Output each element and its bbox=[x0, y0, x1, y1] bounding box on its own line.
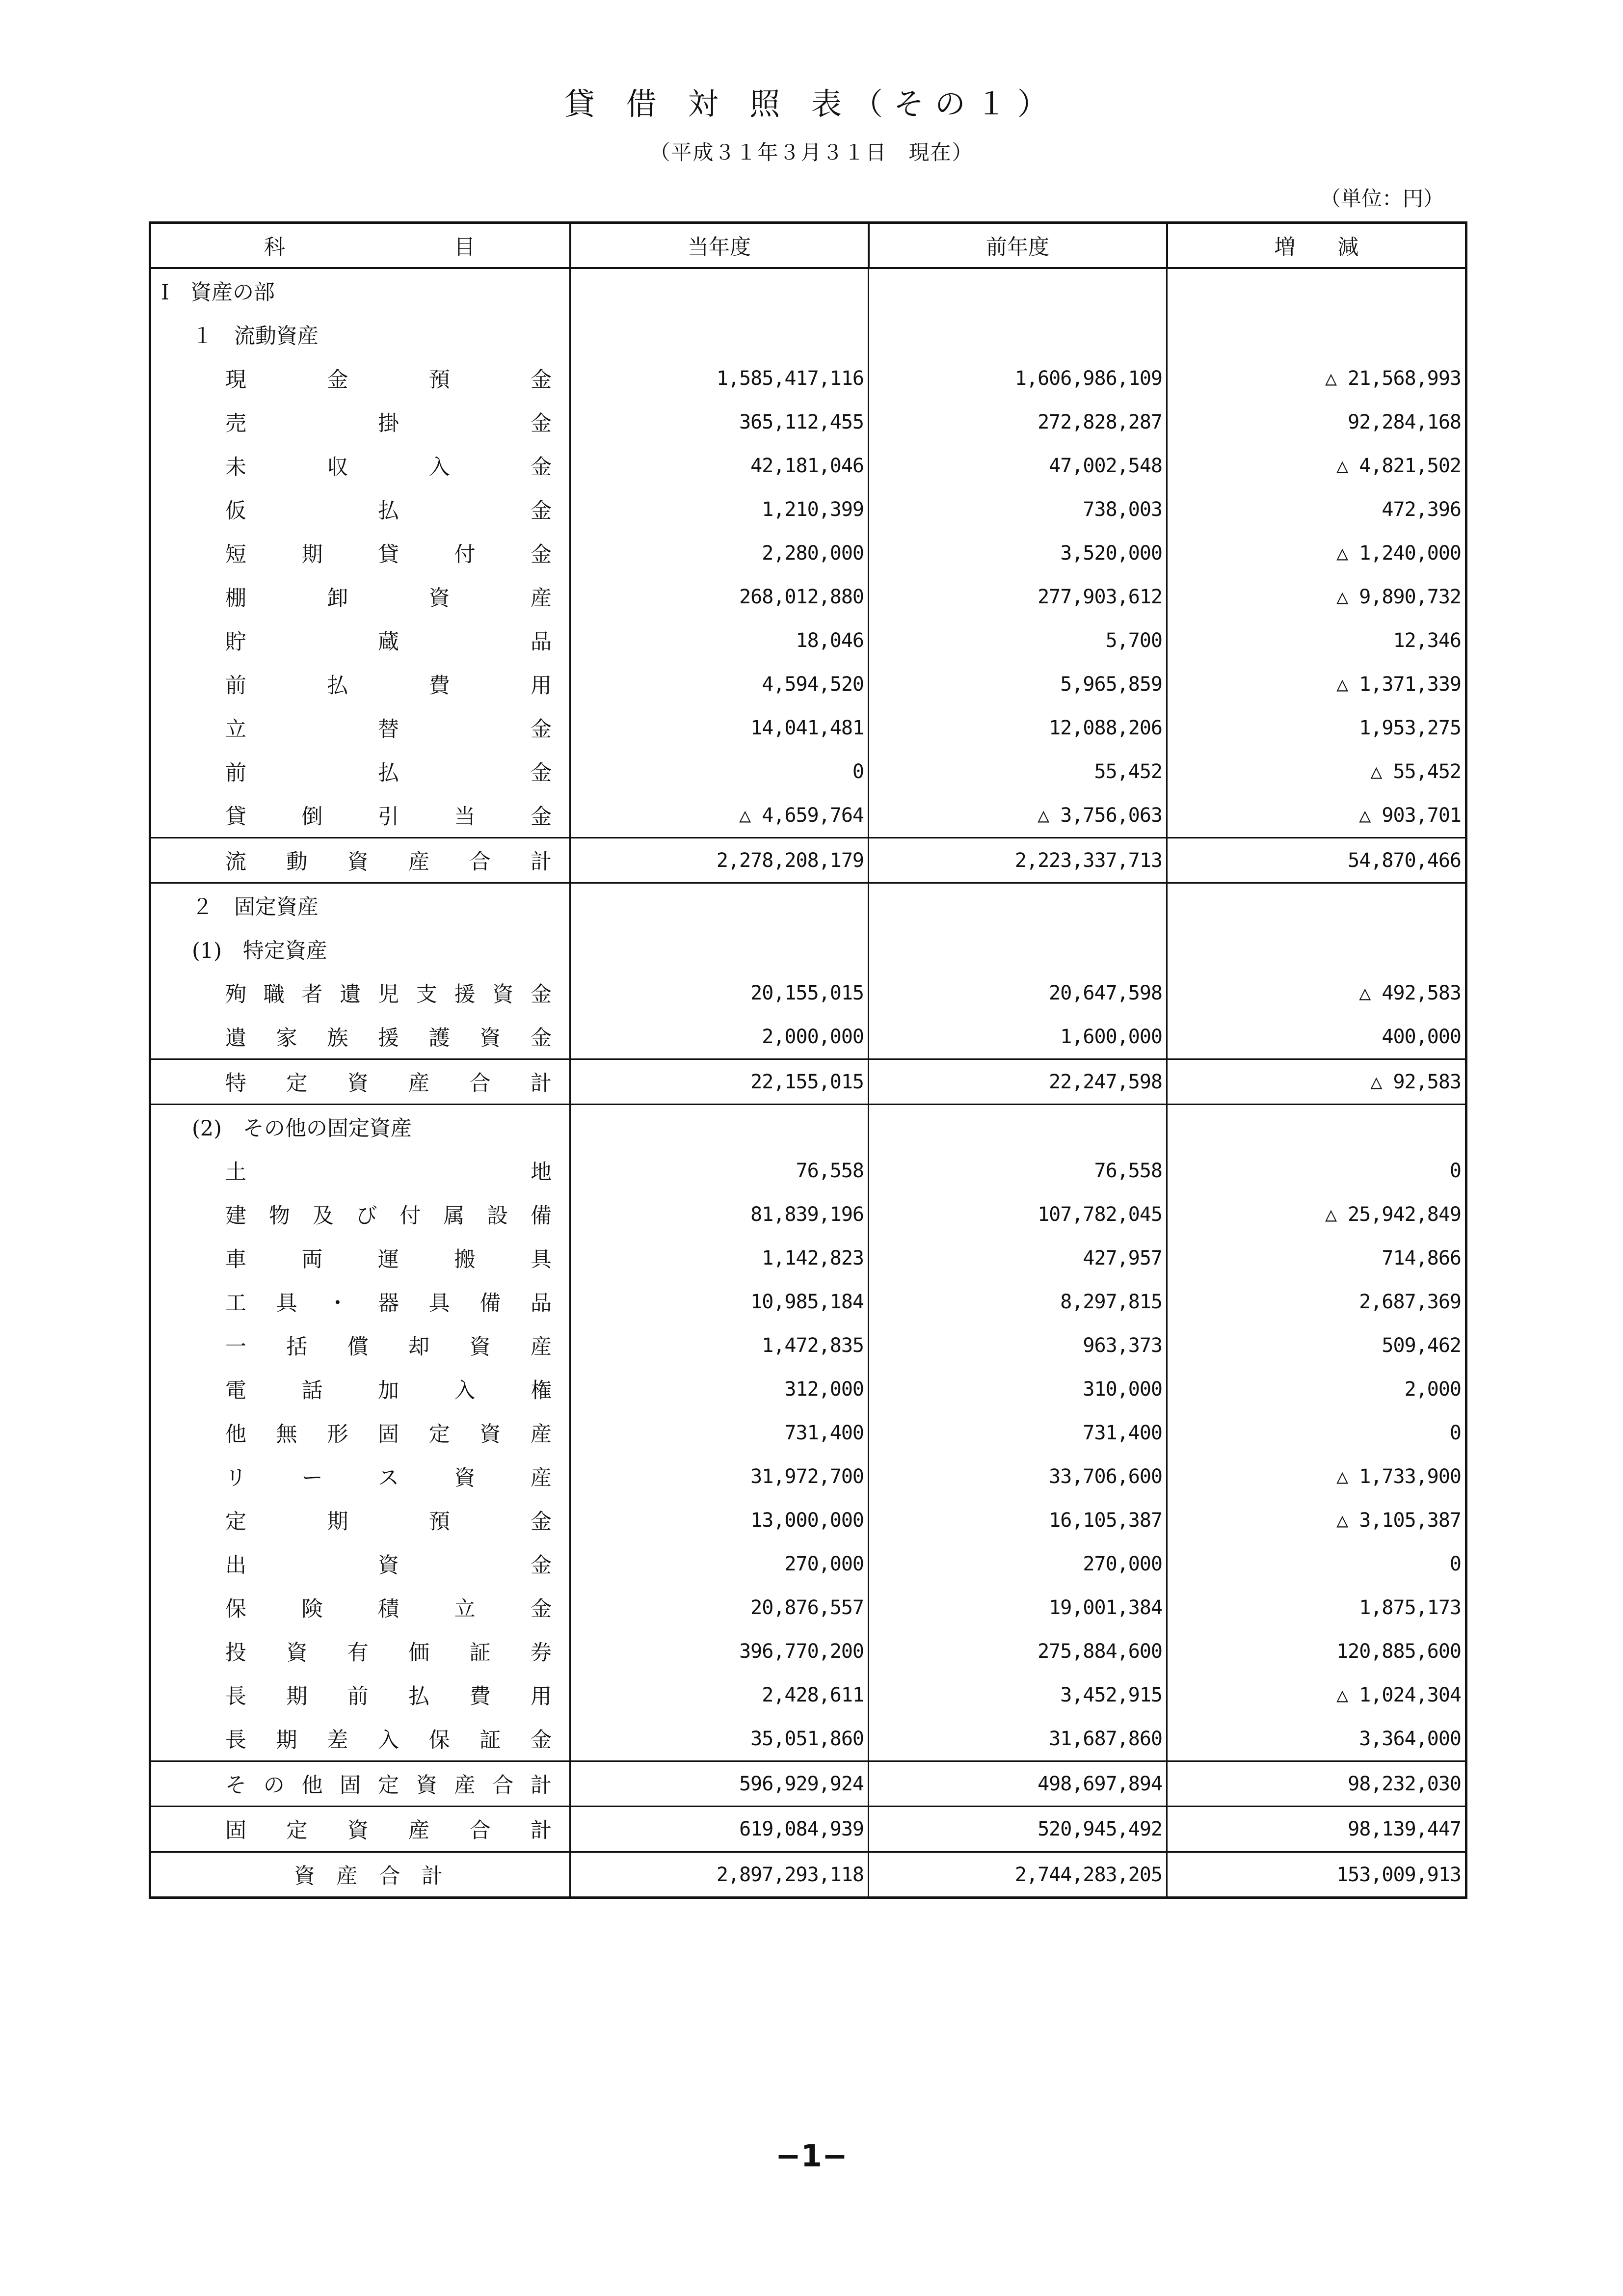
current-value: 20,876,557 bbox=[570, 1586, 869, 1629]
account-cell bbox=[150, 268, 570, 313]
account-label: 工 具 ・ 器 具 備 品 bbox=[225, 1291, 552, 1316]
prior-value: 22,247,598 bbox=[869, 1059, 1167, 1105]
current-value: 2,428,611 bbox=[570, 1673, 869, 1717]
current-value: 76,558 bbox=[570, 1149, 869, 1192]
table-row bbox=[150, 1542, 1466, 1586]
account-label: 他 無 形 固 定 資 産 bbox=[225, 1422, 552, 1447]
account-label: (1) 特定資産 bbox=[192, 939, 327, 963]
current-value: 35,051,860 bbox=[570, 1717, 869, 1761]
account-label: 遺 家 族 援 護 資 金 bbox=[225, 1026, 552, 1051]
table-row bbox=[150, 1717, 1466, 1761]
account-cell bbox=[150, 1852, 570, 1898]
account-cell bbox=[150, 313, 570, 356]
current-value: 2,000,000 bbox=[570, 1015, 869, 1059]
account-cell bbox=[150, 1192, 570, 1236]
table-row bbox=[150, 619, 1466, 662]
change-value bbox=[1167, 927, 1466, 971]
current-value: 13,000,000 bbox=[570, 1498, 869, 1542]
account-cell bbox=[150, 838, 570, 883]
account-cell bbox=[150, 1717, 570, 1761]
change-value bbox=[1167, 313, 1466, 356]
account-label: 殉 職 者 遺 児 支 援 資 金 bbox=[225, 982, 552, 1007]
table-row bbox=[150, 1629, 1466, 1673]
change-value bbox=[1167, 268, 1466, 313]
page-number: −1− bbox=[775, 2138, 848, 2174]
account-cell bbox=[150, 750, 570, 793]
total-row bbox=[150, 1059, 1466, 1105]
account-label: 土 地 bbox=[225, 1160, 552, 1185]
table-row bbox=[150, 706, 1466, 750]
table-row bbox=[150, 1367, 1466, 1411]
current-value: 2,278,208,179 bbox=[570, 838, 869, 883]
change-value: △ 3,105,387 bbox=[1167, 1498, 1466, 1542]
account-cell bbox=[150, 1324, 570, 1367]
account-label: 固 定 資 産 合 計 bbox=[225, 1818, 552, 1843]
table-row bbox=[150, 750, 1466, 793]
prior-value: 738,003 bbox=[869, 487, 1167, 531]
change-value bbox=[1167, 1105, 1466, 1149]
account-label: ２ 固定資産 bbox=[192, 895, 319, 919]
account-cell bbox=[150, 662, 570, 706]
prior-value: 16,105,387 bbox=[869, 1498, 1167, 1542]
table-row bbox=[150, 1455, 1466, 1498]
prior-value: 8,297,815 bbox=[869, 1280, 1167, 1324]
prior-value: 731,400 bbox=[869, 1411, 1167, 1455]
account-cell bbox=[150, 1149, 570, 1192]
prior-value bbox=[869, 883, 1167, 928]
section-row bbox=[150, 268, 1466, 313]
current-value bbox=[570, 268, 869, 313]
account-label: 流 動 資 産 合 計 bbox=[225, 850, 552, 874]
table-row bbox=[150, 793, 1466, 838]
prior-value: 20,647,598 bbox=[869, 971, 1167, 1015]
account-label: 長 期 前 払 費 用 bbox=[225, 1684, 552, 1709]
current-value: 1,210,399 bbox=[570, 487, 869, 531]
prior-value: 963,373 bbox=[869, 1324, 1167, 1367]
change-value: 0 bbox=[1167, 1149, 1466, 1192]
account-label: 出 資 金 bbox=[225, 1553, 552, 1578]
account-cell bbox=[150, 1807, 570, 1852]
account-cell bbox=[150, 1236, 570, 1280]
current-value: 596,929,924 bbox=[570, 1761, 869, 1807]
header-account-text: 科 目 bbox=[264, 235, 475, 260]
prior-value bbox=[869, 313, 1167, 356]
account-cell bbox=[150, 1761, 570, 1807]
current-value bbox=[570, 927, 869, 971]
change-value: 2,000 bbox=[1167, 1367, 1466, 1411]
account-label: リ ー ス 資 産 bbox=[225, 1466, 552, 1490]
account-label: 仮 払 金 bbox=[225, 499, 552, 523]
account-cell bbox=[150, 1586, 570, 1629]
table-body bbox=[150, 268, 1466, 1898]
change-value: △ 25,942,849 bbox=[1167, 1192, 1466, 1236]
prior-value: 12,088,206 bbox=[869, 706, 1167, 750]
prior-value: 3,452,915 bbox=[869, 1673, 1167, 1717]
account-cell bbox=[150, 793, 570, 838]
change-value: 120,885,600 bbox=[1167, 1629, 1466, 1673]
grand-row bbox=[150, 1852, 1466, 1898]
prior-value: 310,000 bbox=[869, 1367, 1167, 1411]
account-label: Ⅰ 資産の部 bbox=[161, 280, 275, 305]
current-value: 81,839,196 bbox=[570, 1192, 869, 1236]
prior-value: 31,687,860 bbox=[869, 1717, 1167, 1761]
as-of-date: （平成３１年３月３１日 現在） bbox=[649, 140, 974, 164]
change-value: 400,000 bbox=[1167, 1015, 1466, 1059]
account-label: 投 資 有 価 証 券 bbox=[225, 1641, 552, 1665]
account-label: 特 定 資 産 合 計 bbox=[225, 1071, 552, 1096]
table-row bbox=[150, 487, 1466, 531]
prior-value: 107,782,045 bbox=[869, 1192, 1167, 1236]
account-label: １ 流動資産 bbox=[192, 324, 319, 349]
prior-value: 5,965,859 bbox=[869, 662, 1167, 706]
account-label: 貸 倒 引 当 金 bbox=[225, 805, 552, 829]
change-value: 1,875,173 bbox=[1167, 1586, 1466, 1629]
current-value: 2,897,293,118 bbox=[570, 1852, 869, 1898]
account-label: 貯 蔵 品 bbox=[225, 630, 552, 654]
prior-value bbox=[869, 927, 1167, 971]
current-value: 4,594,520 bbox=[570, 662, 869, 706]
change-value: 54,870,466 bbox=[1167, 838, 1466, 883]
prior-value: 427,957 bbox=[869, 1236, 1167, 1280]
table-row bbox=[150, 1411, 1466, 1455]
account-label: 未 収 入 金 bbox=[225, 455, 552, 480]
account-cell bbox=[150, 531, 570, 575]
subsection-row bbox=[150, 313, 1466, 356]
change-value: 0 bbox=[1167, 1411, 1466, 1455]
current-value: 42,181,046 bbox=[570, 444, 869, 487]
account-cell bbox=[150, 927, 570, 971]
change-value: 12,346 bbox=[1167, 619, 1466, 662]
account-cell bbox=[150, 883, 570, 928]
table-row bbox=[150, 400, 1466, 444]
account-cell bbox=[150, 400, 570, 444]
account-cell bbox=[150, 356, 570, 400]
change-value: △ 4,821,502 bbox=[1167, 444, 1466, 487]
prior-value: 1,606,986,109 bbox=[869, 356, 1167, 400]
current-value: 1,472,835 bbox=[570, 1324, 869, 1367]
header-prior-year: 前年度 bbox=[869, 223, 1167, 269]
current-value: 22,155,015 bbox=[570, 1059, 869, 1105]
account-label: 車 両 運 搬 具 bbox=[225, 1247, 552, 1272]
account-label: (2) その他の固定資産 bbox=[192, 1116, 412, 1141]
account-cell bbox=[150, 1498, 570, 1542]
account-cell bbox=[150, 1629, 570, 1673]
current-value: 1,585,417,116 bbox=[570, 356, 869, 400]
prior-value: 55,452 bbox=[869, 750, 1167, 793]
account-label: 短 期 貸 付 金 bbox=[225, 542, 552, 567]
current-value bbox=[570, 1105, 869, 1149]
account-label: 立 替 金 bbox=[225, 717, 552, 742]
change-value: △ 1,240,000 bbox=[1167, 531, 1466, 575]
change-value: 1,953,275 bbox=[1167, 706, 1466, 750]
change-value: △ 492,583 bbox=[1167, 971, 1466, 1015]
header-change: 増 減 bbox=[1167, 223, 1466, 269]
table-row bbox=[150, 1236, 1466, 1280]
table-header-row bbox=[150, 223, 1466, 269]
current-value bbox=[570, 313, 869, 356]
document-title: 貸 借 対 照 表（その１） bbox=[564, 86, 1059, 122]
current-value: 268,012,880 bbox=[570, 575, 869, 619]
account-label: 保 険 積 立 金 bbox=[225, 1597, 552, 1621]
prior-value: 2,223,337,713 bbox=[869, 838, 1167, 883]
current-value: 312,000 bbox=[570, 1367, 869, 1411]
current-value: 1,142,823 bbox=[570, 1236, 869, 1280]
account-cell bbox=[150, 971, 570, 1015]
current-value: 619,084,939 bbox=[570, 1807, 869, 1852]
table-row bbox=[150, 1673, 1466, 1717]
account-label: 電 話 加 入 権 bbox=[225, 1378, 552, 1403]
prior-value: 498,697,894 bbox=[869, 1761, 1167, 1807]
balance-sheet bbox=[149, 221, 1465, 1963]
prior-value: 275,884,600 bbox=[869, 1629, 1167, 1673]
change-value: 3,364,000 bbox=[1167, 1717, 1466, 1761]
total-row bbox=[150, 1807, 1466, 1852]
account-label: 資 産 合 計 bbox=[294, 1864, 443, 1889]
account-cell bbox=[150, 1411, 570, 1455]
current-value: 270,000 bbox=[570, 1542, 869, 1586]
current-value: 20,155,015 bbox=[570, 971, 869, 1015]
current-value: 14,041,481 bbox=[570, 706, 869, 750]
account-label: 売 掛 金 bbox=[225, 411, 552, 436]
subsection-row bbox=[150, 1105, 1466, 1149]
current-value: 31,972,700 bbox=[570, 1455, 869, 1498]
current-value: 731,400 bbox=[570, 1411, 869, 1455]
account-label: 一 括 償 却 資 産 bbox=[225, 1335, 552, 1359]
account-label: 定 期 預 金 bbox=[225, 1510, 552, 1534]
current-value: 396,770,200 bbox=[570, 1629, 869, 1673]
account-cell bbox=[150, 619, 570, 662]
account-cell bbox=[150, 1455, 570, 1498]
prior-value: 272,828,287 bbox=[869, 400, 1167, 444]
change-value: △ 1,733,900 bbox=[1167, 1455, 1466, 1498]
prior-value: 3,520,000 bbox=[869, 531, 1167, 575]
table-row bbox=[150, 531, 1466, 575]
table-row bbox=[150, 1498, 1466, 1542]
change-value: △ 9,890,732 bbox=[1167, 575, 1466, 619]
current-value: 10,985,184 bbox=[570, 1280, 869, 1324]
prior-value: 5,700 bbox=[869, 619, 1167, 662]
account-cell bbox=[150, 444, 570, 487]
change-value: 92,284,168 bbox=[1167, 400, 1466, 444]
prior-value: △ 3,756,063 bbox=[869, 793, 1167, 838]
change-value: 98,139,447 bbox=[1167, 1807, 1466, 1852]
change-value: 98,232,030 bbox=[1167, 1761, 1466, 1807]
account-cell bbox=[150, 1542, 570, 1586]
current-value bbox=[570, 883, 869, 928]
account-label: 棚 卸 資 産 bbox=[225, 586, 552, 611]
change-value: △ 55,452 bbox=[1167, 750, 1466, 793]
table-row bbox=[150, 971, 1466, 1015]
prior-value: 33,706,600 bbox=[869, 1455, 1167, 1498]
table-row bbox=[150, 1192, 1466, 1236]
table-row bbox=[150, 575, 1466, 619]
current-value: 0 bbox=[570, 750, 869, 793]
change-value: 472,396 bbox=[1167, 487, 1466, 531]
subsection-row bbox=[150, 883, 1466, 928]
current-value: 2,280,000 bbox=[570, 531, 869, 575]
prior-value bbox=[869, 268, 1167, 313]
account-label: 長 期 差 入 保 証 金 bbox=[225, 1728, 552, 1753]
prior-value: 2,744,283,205 bbox=[869, 1852, 1167, 1898]
current-value: △ 4,659,764 bbox=[570, 793, 869, 838]
table-row bbox=[150, 444, 1466, 487]
account-label: そ の 他 固 定 資 産 合 計 bbox=[225, 1773, 552, 1798]
table-row bbox=[150, 356, 1466, 400]
total-row bbox=[150, 1761, 1466, 1807]
change-value: 714,866 bbox=[1167, 1236, 1466, 1280]
change-value: △ 1,024,304 bbox=[1167, 1673, 1466, 1717]
table-row bbox=[150, 1586, 1466, 1629]
change-value: △ 21,568,993 bbox=[1167, 356, 1466, 400]
prior-value: 47,002,548 bbox=[869, 444, 1167, 487]
account-cell bbox=[150, 1367, 570, 1411]
prior-value: 520,945,492 bbox=[869, 1807, 1167, 1852]
change-value: 2,687,369 bbox=[1167, 1280, 1466, 1324]
prior-value: 277,903,612 bbox=[869, 575, 1167, 619]
account-label: 前 払 費 用 bbox=[225, 674, 552, 698]
header-current-year: 当年度 bbox=[570, 223, 869, 269]
prior-value bbox=[869, 1105, 1167, 1149]
table-row bbox=[150, 1149, 1466, 1192]
account-label: 建 物 及 び 付 属 設 備 bbox=[225, 1204, 552, 1228]
prior-value: 270,000 bbox=[869, 1542, 1167, 1586]
account-cell bbox=[150, 1059, 570, 1105]
change-value: 0 bbox=[1167, 1542, 1466, 1586]
table-row bbox=[150, 1015, 1466, 1059]
total-row bbox=[150, 838, 1466, 883]
account-cell bbox=[150, 575, 570, 619]
account-cell bbox=[150, 1673, 570, 1717]
account-cell bbox=[150, 1280, 570, 1324]
account-cell bbox=[150, 487, 570, 531]
prior-value: 1,600,000 bbox=[869, 1015, 1167, 1059]
current-value: 365,112,455 bbox=[570, 400, 869, 444]
prior-value: 19,001,384 bbox=[869, 1586, 1167, 1629]
account-cell bbox=[150, 1105, 570, 1149]
balance-sheet-table bbox=[149, 221, 1467, 1899]
subsection-row bbox=[150, 927, 1466, 971]
header-account bbox=[150, 223, 570, 269]
unit-label: （単位：円） bbox=[1320, 187, 1444, 211]
change-value bbox=[1167, 883, 1466, 928]
change-value: △ 903,701 bbox=[1167, 793, 1466, 838]
change-value: 509,462 bbox=[1167, 1324, 1466, 1367]
change-value: △ 92,583 bbox=[1167, 1059, 1466, 1105]
table-row bbox=[150, 662, 1466, 706]
change-value: 153,009,913 bbox=[1167, 1852, 1466, 1898]
account-cell bbox=[150, 1015, 570, 1059]
prior-value: 76,558 bbox=[869, 1149, 1167, 1192]
account-label: 現 金 預 金 bbox=[225, 368, 552, 392]
current-value: 18,046 bbox=[570, 619, 869, 662]
account-cell bbox=[150, 706, 570, 750]
table-row bbox=[150, 1280, 1466, 1324]
change-value: △ 1,371,339 bbox=[1167, 662, 1466, 706]
account-label: 前 払 金 bbox=[225, 761, 552, 785]
table-row bbox=[150, 1324, 1466, 1367]
